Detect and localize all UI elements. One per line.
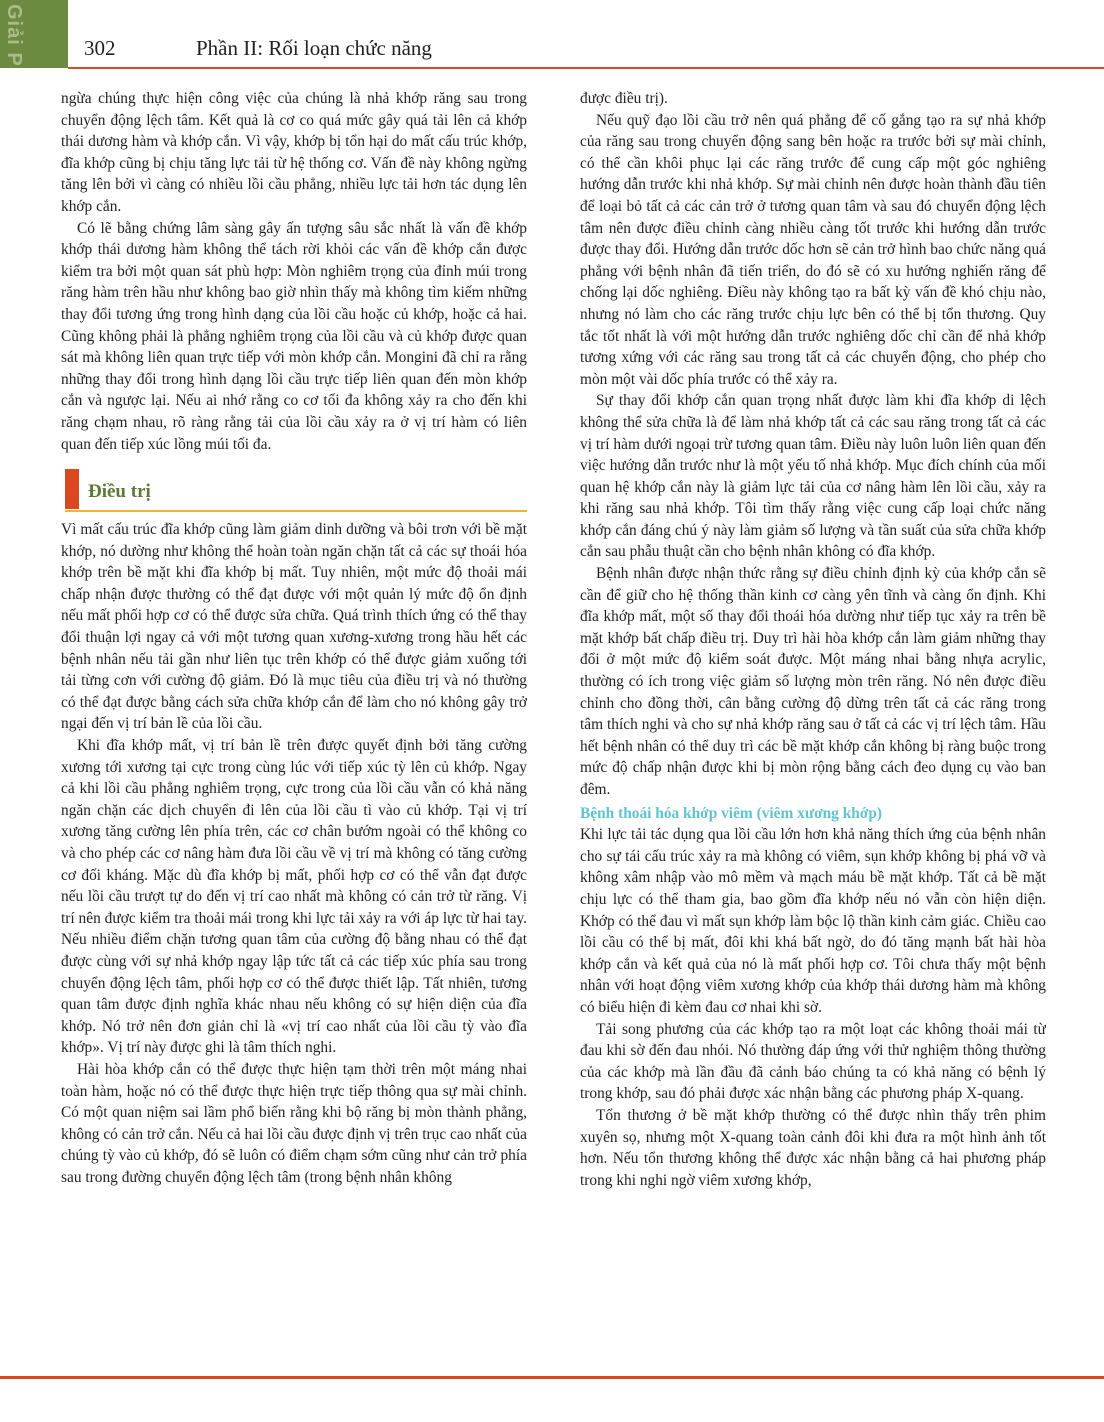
paragraph: được điều trị).: [580, 90, 668, 107]
paragraph: Sự thay đổi khớp cắn quan trọng nhất được làm khi đĩa khớp di lệch không thể sửa chữa là để làm nhả khớp tất cả các sau răng trong tất cả các vị trí hàm dưới ngoại trừ tương quan tâm. Điều này luôn luôn liên quan đến việc hướng dẫn trước như là một yếu tố nhả khớp. Mục đích chính của mối quan hệ khớp cắn này là giảm lực tải của cơ nâng hàm lên lồi cầu, xảy ra khi răng sau nhả khớp. Tôi tìm thấy rằng việc cung cấp loại chức năng khớp cắn đáng chú ý này làm giảm số lượng và tần suất của sửa chữa khớp cắn sau phẫu thuật cần cho bệnh nhân không có đĩa khớp.: [580, 392, 1046, 561]
paragraph: Nếu quỹ đạo lồi cầu trở nên quá phẳng để cố gắng tạo ra sự nhả khớp của răng sau trong chuyển động sang bên hoặc ra trước bởi sự mài chỉnh, có thể cần khôi phục lại các răng trước để cung cấp một góc nghiêng hướng dẫn trước khi nhả khớp. Sự mài chỉnh nên được hoàn thành đầu tiên để loại bỏ tất cả các cản trở ở tương quan tâm và sau đó chuyển động lệch tâm nên được điều chỉnh càng nhiều càng tốt trước khi hướng dẫn trước được thay đổi. Hướng dẫn trước dốc hơn sẽ cản trở hình bao chức năng quá phẳng với bệnh nhân đã tiến triển, do đó sẽ có xu hướng nghiến răng để chống lại dốc nghiêng. Điều này không tạo ra bất kỳ vấn đề khó chịu nào, nhưng nó làm cho các răng trước chịu lực bên có thể bị tổn thương. Quy tắc tốt nhất là với một hướng dẫn trước nghiêng dốc chỉ cần để nhả khớp tương xứng với các răng sau trong tất cả các chuyển động, cho phép cho mòn một vài dốc phía trước có thể xảy ra.: [580, 111, 1046, 388]
right-column: [580, 88, 1046, 1370]
paragraph: ngừa chúng thực hiện công việc của chúng là nhả khớp răng sau trong chuyển động lệch tâm. Kết quả là cơ co quá mức gây quá tải lên cả khớp thái dương hàm và khớp cắn. Vì vậy, khớp bị tổn hại do mất cấu trúc khớp, đĩa khớp cũng bị chịu tăng lực tải từ hệ thống cơ. Vấn đề này không ngừng tăng lên bởi vì càng có nhiều lồi cầu phẳng, nhiều lực tải hơn tác dụng lên khớp cắn.: [61, 90, 527, 215]
paragraph: Hài hòa khớp cắn có thể được thực hiện tạm thời trên một máng nhai toàn hàm, hoặc nó có thể được thực hiện trực tiếp thông qua sự mài chỉnh. Có một quan niệm sai lầm phổ biến rằng khi bộ răng bị mòn thành phẳng, không có cản trở cắn. Nếu cả hai lồi cầu được định vị trên trục cao nhất của chúng tỳ vào củ khớp, đó sẽ luôn có điểm chạm sớm cũng như cản trở phía sau trong đường chuyển động lệch tâm (trong bệnh nhân không: [61, 1060, 527, 1186]
side-tab-label: Giải P: [3, 4, 25, 67]
paragraph: Tổn thương ở bề mặt khớp thường có thể được nhìn thấy trên phim xuyên sọ, nhưng một X-quang toàn cảnh đôi khi đưa ra một hình ảnh tốt hơn. Nếu tổn thương không thể được xác nhận bằng cả hai phương pháp trong khi nghi ngờ viêm xương khớp,: [580, 1106, 1046, 1189]
footer-rule: [0, 1376, 1104, 1379]
section-heading-title: Điều trị: [88, 481, 151, 503]
left-column: [61, 88, 527, 1370]
paragraph: Vì mất cấu trúc đĩa khớp cũng làm giảm dinh dưỡng và bôi trơn với bề mặt khớp, nó dường như không thể hoàn toàn ngăn chặn tất cả các sự thoái hóa khớp trên bề mặt khi đĩa khớp bị mất. Tuy nhiên, một mức độ thoải mái chấp nhận được thường có thể đạt được với một quản lý mức độ ổn định nếu mất phối hợp cơ có thể được sửa chữa. Quá trình thích ứng có thể thay đổi thuận lợi ngay cả với một tương quan xương-xương trong hầu hết các bệnh nhân nếu tải gần như liên tục trên khớp có thể được giảm xuống tới tải từng cơn với cường độ giảm. Đó là mục tiêu của điều trị và nó thường có thể đạt được bằng cách sửa chữa khớp cắn để làm cho nó không gây trở ngại đến vị trí bản lề của lồi cầu.: [61, 521, 527, 733]
header-rule: [68, 67, 1104, 69]
heading-accent-bar: [65, 469, 79, 509]
heading-rule: [65, 510, 527, 512]
section-heading: [63, 469, 527, 511]
paragraph: Có lẽ bằng chứng lâm sàng gây ấn tượng sâu sắc nhất là vấn đề khớp khớp thái dương hàm không thể tách rời khỏi các vấn đề khớp cắn được kiểm tra bởi một quan sát phù hợp: Mòn nghiêm trọng của đỉnh múi trong răng hàm trên hầu như không bao giờ nhìn thấy mà không tìm kiếm những thay đổi tương ứng trong hình dạng của lồi cầu hoặc củ khớp, hoặc cả hai. Cũng không phải là phẳng nghiêm trọng của lồi cầu và củ khớp được quan sát mà không liên quan trực tiếp với mòn khớp cắn. Mongini đã chỉ ra rằng những thay đổi trong hình dạng lồi cầu trực tiếp liên quan đến mòn khớp cắn và ngược lại. Nếu ai nhớ rằng co cơ tối đa không xảy ra cho đến khi răng chạm nhau, rõ ràng rằng tải của lồi cầu xảy ra ở vị trí hàm có liên quan đến tiếp xúc lồng múi tối đa.: [61, 219, 527, 453]
running-title: Phần II: Rối loạn chức năng: [196, 36, 432, 60]
page-number: 302: [84, 36, 116, 60]
paragraph: Bệnh nhân được nhận thức rằng sự điều chỉnh định kỳ của khớp cắn sẽ cần để giữ cho hệ thống thần kinh cơ càng yên tĩnh và càng ổn định. Khi đĩa khớp mất, một số thay đổi thoái hóa dường như tiếp tục xảy ra trên bề mặt khớp bất chấp điều trị. Duy trì hài hòa khớp cắn làm giảm những thay đổi ở một mức độ kiểm soát được. Một máng nhai bằng nhựa acrylic, thường có ích trong việc giảm số lượng mòn trên răng. Nó nên được điều chỉnh cho đồng thời, cân bằng cường độ dừng trên tất cả các răng trong tâm thích nghi và cho sự nhả khớp răng sau ở tất cả các vị trí lệch tâm. Hầu hết bệnh nhân có thể duy trì các bề mặt khớp cắn không bị ràng buộc trong mức độ chấp nhận được khi bị mòn rộng bằng cách đeo dụng cụ vào ban đêm.: [580, 565, 1046, 798]
paragraph: Khi lực tải tác dụng qua lồi cầu lớn hơn khả năng thích ứng của bệnh nhân cho sự tái cấu trúc xảy ra mà không có viêm, sụn khớp không bị phá vỡ và không xâm nhập vào mô mềm và mạch máu bề mặt khớp. Tất cả bề mặt chịu lực có thể tham gia, bao gồm đĩa khớp nếu nó vẫn còn hiện diện. Khớp có thể đau vì mất sụn khớp làm bộc lộ thần kinh cảm giác. Chiều cao lồi cầu có thể bị mất, đôi khi khá bất ngờ, do đó tăng mạnh bất hài hòa khớp cắn và kết quả của nó là mất phối hợp cơ. Tôi chưa thấy một bệnh nhân với hoạt động viêm xương khớp của khớp thái dương hàm mà không có biểu hiện đi kèm đau cơ nhai khi sờ.: [580, 826, 1046, 1016]
subsection-heading: Bệnh thoái hóa khớp viêm (viêm xương khớp): [580, 804, 883, 822]
chapter-side-tab: [0, 0, 68, 68]
paragraph: Khi đĩa khớp mất, vị trí bản lề trên được quyết định bởi tăng cường xương tới xương tại cực trong cùng lúc với tiếp xúc tỳ lên củ khớp. Ngay cả khi lồi cầu phẳng nghiêm trọng, cực trong của lồi cầu vẫn có khả năng ngăn chặn các dịch chuyển đi lên của lồi cầu tì vào củ khớp. Tại vị trí xương tăng cường lên phía trên, các cơ chân bướm ngoài có thể không co và cho phép các cơ nâng hàm đưa lồi cầu về vị trí mà không có tăng cường cơ đối kháng. Mặc dù đĩa khớp bị mất, phối hợp cơ có thể vẫn đạt được nếu lồi cầu trượt tự do đến vị trí cao nhất mà không có cản trở từ răng. Vị trí nên được kiểm tra thoải mái trong khi lực tải xảy ra với áp lực từ hai tay. Nếu nhiều điểm chặn tương quan tâm của cường độ bằng nhau có thể đạt được cùng với sự nhả khớp ngay lập tức tất cả các tiếp xúc phía sau trong chuyển động lệch tâm, phối hợp cơ có thể được thiết lập. Tất nhiên, tương quan tâm được định nghĩa khác nhau nếu không có sự hiện diện của đĩa khớp. Nó trở nên đơn giản chỉ là «vị trí cao nhất của lồi cầu tỳ vào đĩa khớp». Vị trí này được ghi là tâm thích nghi.: [61, 737, 527, 1057]
paragraph: Tải song phương của các khớp tạo ra một loạt các không thoải mái từ đau khi sờ đến đau nhói. Nó thường đáp ứng với thử nghiệm thông thường của các khớp mà lần đầu đã cảnh báo chúng ta có khả năng có bệnh lý trong khớp, sau đó phải được xác nhận bằng các phương pháp X-quang.: [580, 1020, 1046, 1103]
